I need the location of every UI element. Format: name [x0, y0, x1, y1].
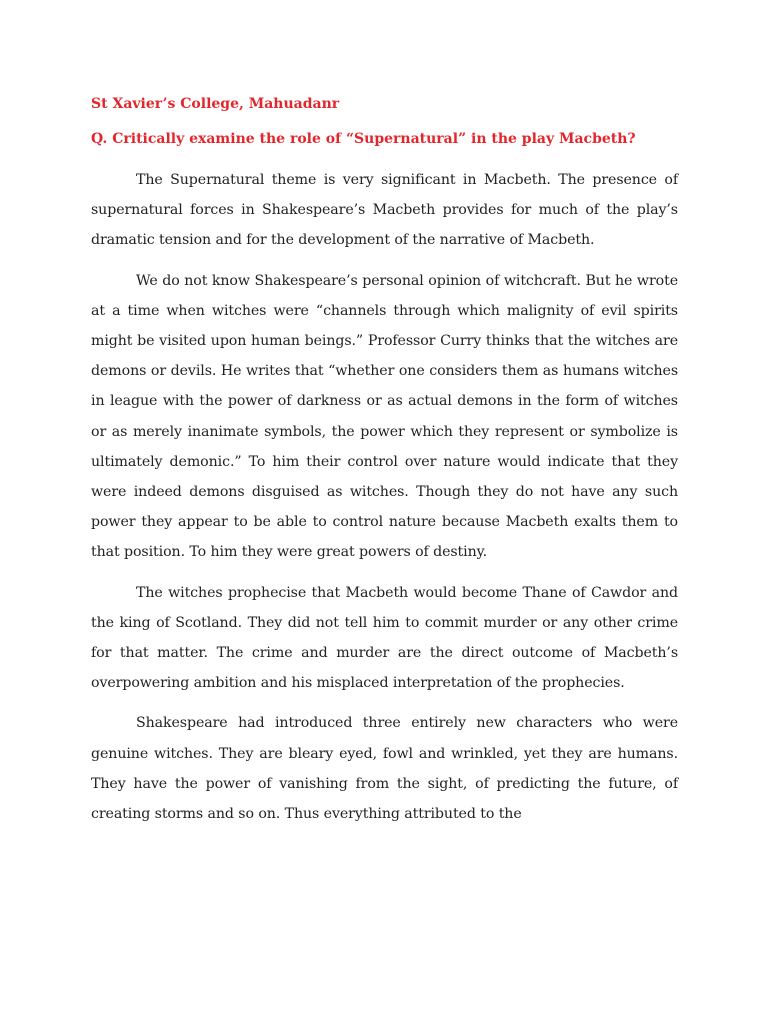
question-heading: Q. Critically examine the role of “Supernatural” in the play Macbeth?	[91, 131, 636, 147]
paragraph-2: We do not know Shakespeare’s personal opinion of witchcraft. But he wrote at a time when witches were “channels through which malignity of evil spirits might be visited upon human beings.” Professor Curry thinks that the witches are demons or devils. He writes that “whether one considers them as humans witches in league with the power of darkness or as actual demons in the form of witches or as merely inanimate symbols, the power which they represent or symbolize is ultimately demonic.” To him their control over nature would indicate that they were indeed demons disguised as witches. Though they do not have any such power they appear to be able to control nature because Macbeth exalts them to that position. To him they were great powers of destiny.	[91, 272, 678, 561]
college-name: St Xavier’s College, Mahuadanr	[91, 96, 340, 112]
paragraph-1: The Supernatural theme is very significant in Macbeth. The presence of supernatural forces in Shakespeare’s Macbeth provides for much of the play’s dramatic tension and for the development of the narrative of Macbeth.	[91, 172, 678, 249]
document-content	[91, 92, 678, 839]
paragraph-3: The witches prophecise that Macbeth would become Thane of Cawdor and the king of Scotland. They did not tell him to commit murder or any other crime for that matter. The crime and murder are the direct outcome of Macbeth’s overpowering ambition and his misplaced interpretation of the prophecies.	[91, 584, 678, 692]
paragraph-4: Shakespeare had introduced three entirely new characters who were genuine witches. They are bleary eyed, fowl and wrinkled, yet they are humans. They have the power of vanishing from the sight, of predicting the future, of creating storms and so on. Thus everything attributed to the	[91, 715, 678, 823]
